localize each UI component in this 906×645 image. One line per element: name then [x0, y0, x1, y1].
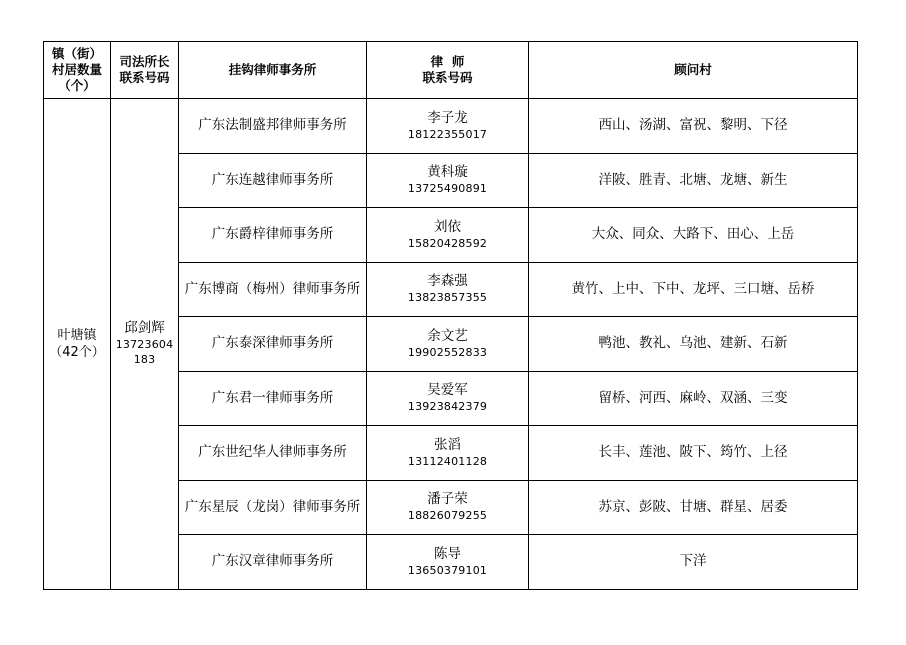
header-text: （个） [58, 78, 96, 93]
lawyer-cell [367, 371, 529, 426]
lawyer-name: 黄科璇 [427, 164, 468, 181]
lawyer-cell [367, 317, 529, 372]
header-law-firm: 挂钩律师事务所 [179, 42, 367, 99]
lawyer-cell [367, 262, 529, 317]
lawyer-cell [367, 535, 529, 590]
villages-cell: 留桥、河西、麻岭、双涵、三变 [529, 371, 858, 426]
header-text: 律 师 [430, 54, 465, 69]
lawyer-name: 李子龙 [427, 109, 468, 126]
firm-cell: 广东世纪华人律师事务所 [179, 426, 367, 481]
director-phone: 13723604183 [115, 338, 174, 367]
firm-cell: 广东泰深律师事务所 [179, 317, 367, 372]
lawyer-cell [367, 99, 529, 154]
firm-cell: 广东法制盛邦律师事务所 [179, 99, 367, 154]
town-cell [44, 99, 111, 590]
header-row [44, 42, 858, 99]
lawyer-cell [367, 153, 529, 208]
lawyer-phone: 18826079255 [407, 509, 488, 523]
director-cell [111, 99, 179, 590]
lawyer-cell [367, 208, 529, 263]
lawyer-phone: 13923842379 [407, 400, 488, 414]
header-text: 镇（街） [51, 46, 102, 61]
header-text: 司法所长 [119, 54, 170, 69]
villages-cell: 长丰、莲池、陂下、筠竹、上径 [529, 426, 858, 481]
lawyer-assignment-table [43, 41, 858, 590]
firm-cell: 广东君一律师事务所 [179, 371, 367, 426]
villages-cell: 鸭池、教礼、乌池、建新、石新 [529, 317, 858, 372]
lawyer-name: 李森强 [427, 273, 468, 290]
villages-cell: 西山、汤湖、富祝、黎明、下径 [529, 99, 858, 154]
header-text: 村居数量 [51, 62, 102, 77]
header-text: 联系号码 [119, 70, 170, 85]
villages-cell: 大众、同众、大路下、田心、上岳 [529, 208, 858, 263]
firm-cell: 广东博商（梅州）律师事务所 [179, 262, 367, 317]
lawyer-phone: 19902552833 [407, 345, 488, 359]
lawyer-cell [367, 426, 529, 481]
villages-cell: 黄竹、上中、下中、龙坪、三口塘、岳桥 [529, 262, 858, 317]
lawyer-name: 吴爱军 [427, 382, 468, 399]
lawyer-phone: 13725490891 [407, 182, 488, 196]
town-name: 叶塘镇 [57, 327, 97, 343]
lawyer-name: 刘依 [434, 218, 461, 235]
header-lawyer-phone [367, 42, 529, 99]
villages-cell: 下洋 [529, 535, 858, 590]
villages-cell: 苏京、彭陂、甘塘、群星、居委 [529, 480, 858, 535]
header-director-phone [111, 42, 179, 99]
director-name: 邱剑辉 [124, 320, 165, 337]
lawyer-name: 余文艺 [427, 327, 468, 344]
header-text: 联系号码 [422, 70, 473, 85]
header-villages: 顾问村 [529, 42, 858, 99]
lawyer-name: 陈导 [434, 545, 461, 562]
lawyer-phone: 13823857355 [407, 291, 488, 305]
firm-cell: 广东爵梓律师事务所 [179, 208, 367, 263]
lawyer-phone: 13112401128 [407, 454, 488, 468]
lawyer-phone: 18122355017 [407, 127, 488, 141]
firm-cell: 广东连越律师事务所 [179, 153, 367, 208]
town-count: （42个） [49, 344, 105, 360]
header-town-count [44, 42, 111, 99]
firm-cell: 广东星辰（龙岗）律师事务所 [179, 480, 367, 535]
lawyer-cell [367, 480, 529, 535]
firm-cell: 广东汉章律师事务所 [179, 535, 367, 590]
villages-cell: 洋陂、胜青、北塘、龙塘、新生 [529, 153, 858, 208]
lawyer-name: 潘子荣 [427, 491, 468, 508]
lawyer-phone: 13650379101 [407, 563, 488, 577]
table-row [44, 99, 858, 154]
lawyer-phone: 15820428592 [407, 236, 488, 250]
lawyer-name: 张滔 [434, 436, 461, 453]
